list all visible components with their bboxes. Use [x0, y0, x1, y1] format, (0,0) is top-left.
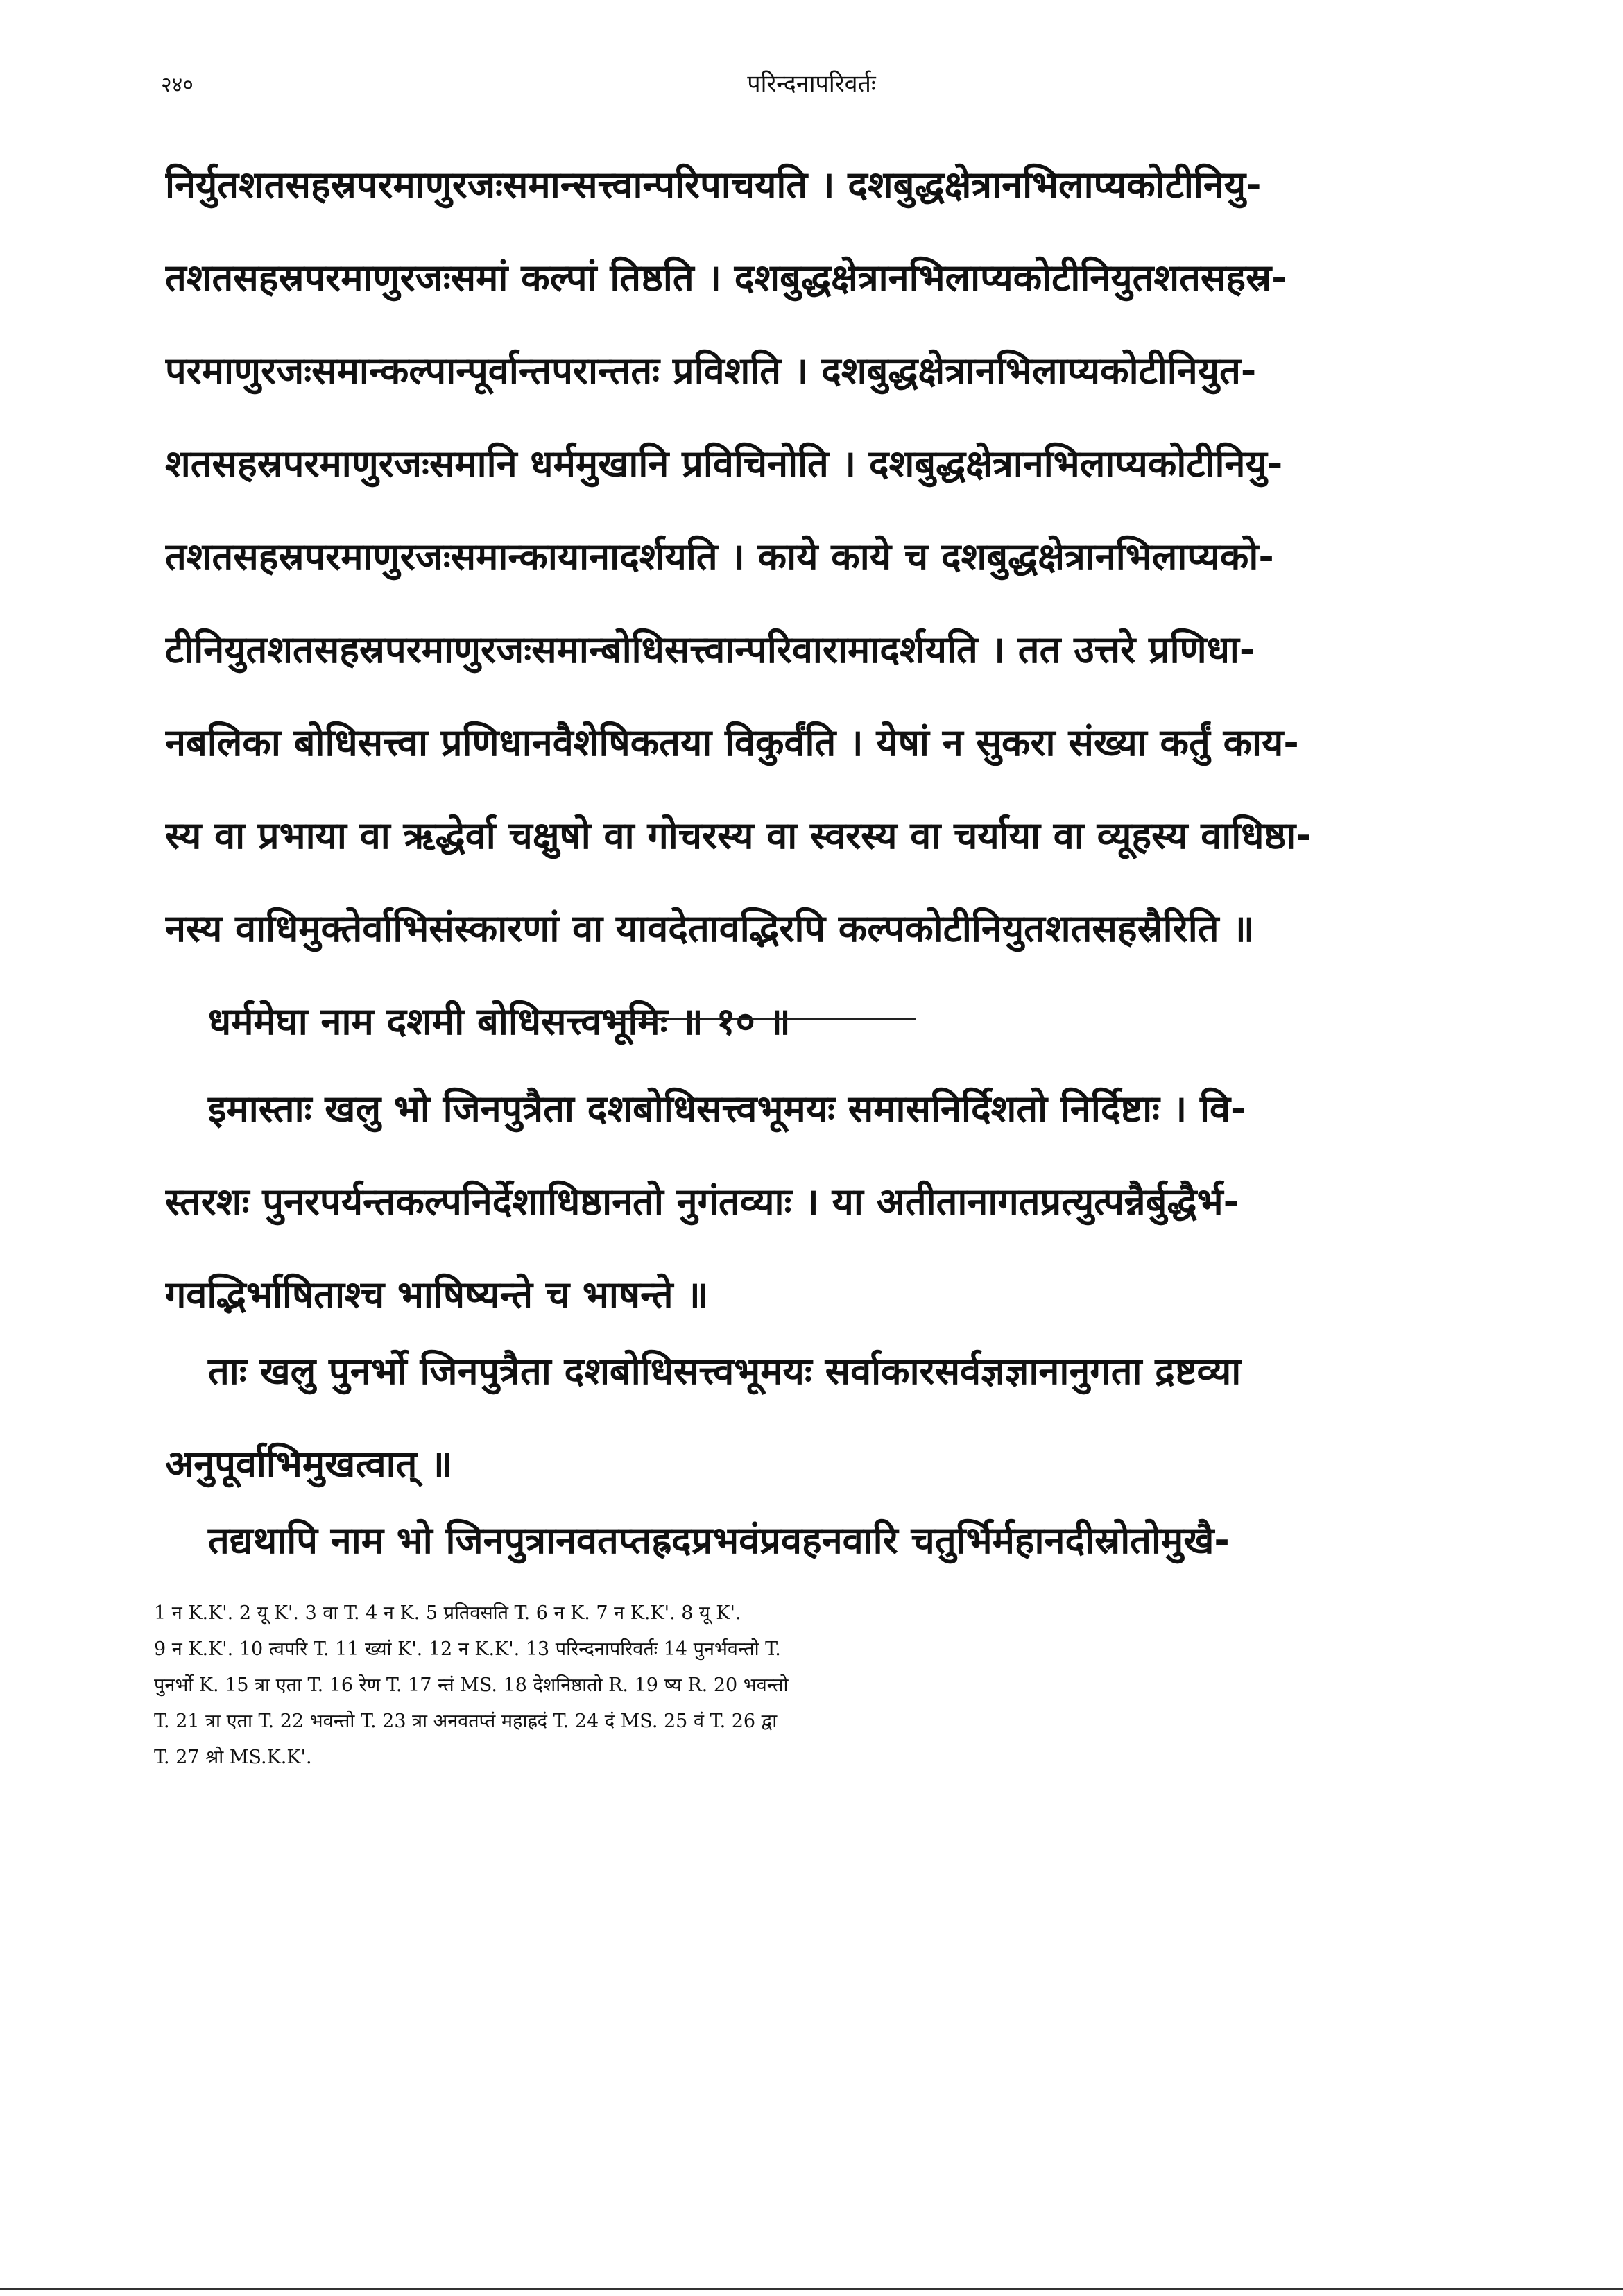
footnote-line: 1 न K.K'. 2 यू K'. 3 वा T. 4 न K. 5 प्रतिवसति T. 6 न K. 7 न K.K'. 8 यू K'. [154, 1602, 741, 1624]
paragraph-4 [165, 1494, 1386, 1587]
footnote-line: 9 न K.K'. 10 त्वपरि T. 11 ख्यां K'. 12 न K.K'. 13 परिन्दनापरिवर्तः 14 पुनर्भवन्तो T. [154, 1638, 781, 1660]
paragraph-1 [165, 139, 1386, 1068]
text-line: निर्युतशतसहस्रपरमाणुरजःसमान्सत्त्वान्परिपाचयति । दशबुद्धक्षेत्रानभिलाप्यकोटीनियु- [165, 163, 1262, 207]
text-line: परमाणुरजःसमान्कल्पान्पूर्वान्तपरान्ततः प्रविशति । दशबुद्धक्षेत्रानभिलाप्यकोटीनियुत- [165, 349, 1257, 393]
page-number: २४० [161, 73, 194, 97]
bhumi-closing-line: धर्ममेघा नाम दशमी बोधिसत्त्वभूमिः ॥ १० ॥ [208, 1000, 791, 1043]
text-line: ताः खलु पुनर्भो जिनपुत्रैता दशबोधिसत्त्वभूमयः सर्वाकारसर्वज्ञज्ञानानुगता द्रष्टव्या [208, 1349, 1242, 1393]
text-line: तशतसहस्रपरमाणुरजःसमां कल्पां तिष्ठति । दशबुद्धक्षेत्रानभिलाप्यकोटीनियुतशतसहस्र- [165, 256, 1287, 300]
footnotes [154, 1595, 1396, 1776]
paragraph-2 [165, 1063, 1386, 1342]
text-line: तशतसहस्रपरमाणुरजःसमान्कायानादर्शयति । काये काये च दशबुद्धक्षेत्रानभिलाप्यको- [165, 535, 1274, 579]
footnote-line: पुनर्भो K. 15 त्रा एता T. 16 रेण T. 17 न्तं MS. 18 देशनिष्ठातो R. 19 ष्य R. 20 भवन्तो [154, 1674, 789, 1696]
text-line: अनुपूर्वाभिमुखत्वात् ॥ [165, 1442, 453, 1486]
text-line: स्य वा प्रभाया वा ऋद्धेर्वा चक्षुषो वा गोचरस्य वा स्वरस्य वा चर्याया वा व्यूहस्य वाधिष्ठा- [165, 814, 1312, 857]
text-line: स्तरशः पुनरपर्यन्तकल्पनिर्देशाधिष्ठानतो नुगंतव्याः । या अतीतानागतप्रत्युत्पन्नैर्बुद्धैर्भ- [165, 1180, 1239, 1224]
footnote-line: T. 21 त्रा एता T. 22 भवन्तो T. 23 त्रा अनवतप्तं महाह्रदं T. 24 दं MS. 25 वं T. 26 द्वा [154, 1711, 778, 1732]
text-line: शतसहस्रपरमाणुरजःसमानि धर्ममुखानि प्रविचिनोति । दशबुद्धक्षेत्रानभिलाप्यकोटीनियु- [165, 442, 1283, 486]
paragraph-3 [165, 1325, 1386, 1511]
text-line: टीनियुतशतसहस्रपरमाणुरजःसमान्बोधिसत्त्वान्परिवारामादर्शयति । तत उत्तरे प्रणिधा- [165, 628, 1255, 671]
text-line: नबलिका बोधिसत्त्वा प्रणिधानवैशेषिकतया विकुर्वंति । येषां न सुकरा संख्या कर्तुं काय- [165, 721, 1299, 764]
text-line: नस्य वाधिमुक्तेर्वाभिसंस्कारणां वा यावदेतावद्भिरपि कल्पकोटीनियुतशतसहस्रैरिति ॥ [165, 907, 1255, 950]
footnote-line: T. 27 श्रो MS.K.K'. [154, 1747, 312, 1768]
scan-edge-line [0, 2288, 1623, 2290]
section-divider [603, 1018, 916, 1020]
text-line: तद्यथापि नाम भो जिनपुत्रानवतप्तह्रदप्रभवंप्रवहनवारि चतुर्भिर्महानदीस्रोतोमुखै- [208, 1518, 1230, 1562]
text-line: इमास्ताः खलु भो जिनपुत्रैता दशबोधिसत्त्वभूमयः समासनिर्दिशतो निर्दिष्टाः । वि- [208, 1087, 1246, 1131]
running-head: परिन्दनापरिवर्तः [747, 70, 876, 98]
text-line: गवद्भिर्भाषिताश्च भाषिष्यन्ते च भाषन्ते ॥ [165, 1273, 709, 1317]
